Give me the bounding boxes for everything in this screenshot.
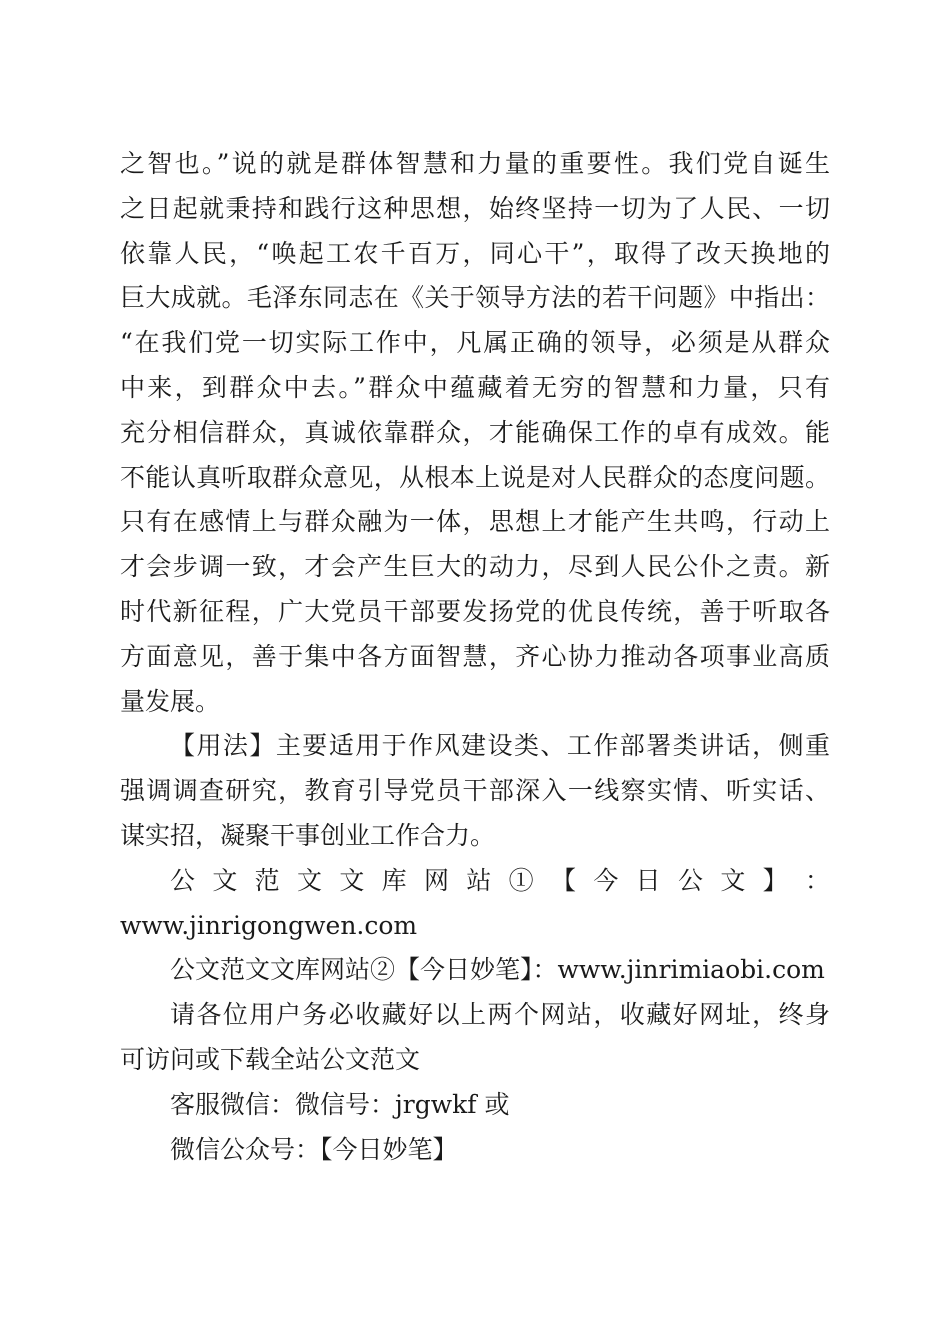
usage-line: 强调调查研究，教育引导党员干部深入一线察实情、听实话、: [120, 776, 830, 806]
text-line: 之日起就秉持和践行这种思想，始终坚持一切为了人民、一切: [120, 193, 830, 223]
text-line: 方面意见，善于集中各方面智慧，齐心协力推动各项事业高质: [120, 641, 830, 671]
notice-line: 可访问或下载全站公文范文: [120, 1044, 421, 1074]
customer-service-wechat: 客服微信：微信号：jrgwkf 或: [170, 1089, 510, 1119]
text-line: “在我们党一切实际工作中，凡属正确的领导，必须是从群众: [120, 328, 830, 358]
text-line: 中来，到群众中去。”群众中蕴藏着无穷的智慧和力量，只有: [120, 372, 830, 402]
text-line: 巨大成就。毛泽东同志在《关于领导方法的若干问题》中指出：: [120, 283, 830, 313]
text-line: 时代新征程，广大党员干部要发扬党的优良传统，善于听取各: [120, 596, 830, 626]
usage-line: 谋实招，凝聚干事创业工作合力。: [120, 820, 496, 850]
notice-line: 请各位用户务必收藏好以上两个网站，收藏好网址，终身: [170, 1000, 830, 1030]
site-1-label: 公 文 范 文 文 库 网 站 ① 【 今 日 公 文 】 ：: [170, 865, 830, 895]
text-line: 只有在感情上与群众融为一体，思想上才能产生共鸣，行动上: [120, 507, 830, 537]
site-2-line[interactable]: 公文范文文库网站②【今日妙笔】：www.jinrimiaobi.com: [170, 955, 825, 985]
text-line: 充分相信群众，真诚依靠群众，才能确保工作的卓有成效。能: [120, 417, 830, 447]
body-paragraph: [120, 142, 830, 1172]
text-line: 量发展。: [120, 686, 221, 716]
text-line: 依靠人民，“唤起工农千百万，同心干”，取得了改天换地的: [120, 238, 830, 268]
official-account: 微信公众号：【今日妙笔】: [170, 1134, 458, 1164]
text-line: 才会步调一致，才会产生巨大的动力，尽到人民公仆之责。新: [120, 552, 830, 582]
site-1-url[interactable]: www.jinrigongwen.com: [120, 910, 418, 940]
text-line: 之智也。”说的就是群体智慧和力量的重要性。我们党自诞生: [120, 149, 830, 178]
text-line: 不能认真听取群众意见，从根本上说是对人民群众的态度问题。: [120, 462, 830, 492]
usage-line: 【用法】主要适用于作风建设类、工作部署类讲话，侧重: [170, 731, 830, 761]
